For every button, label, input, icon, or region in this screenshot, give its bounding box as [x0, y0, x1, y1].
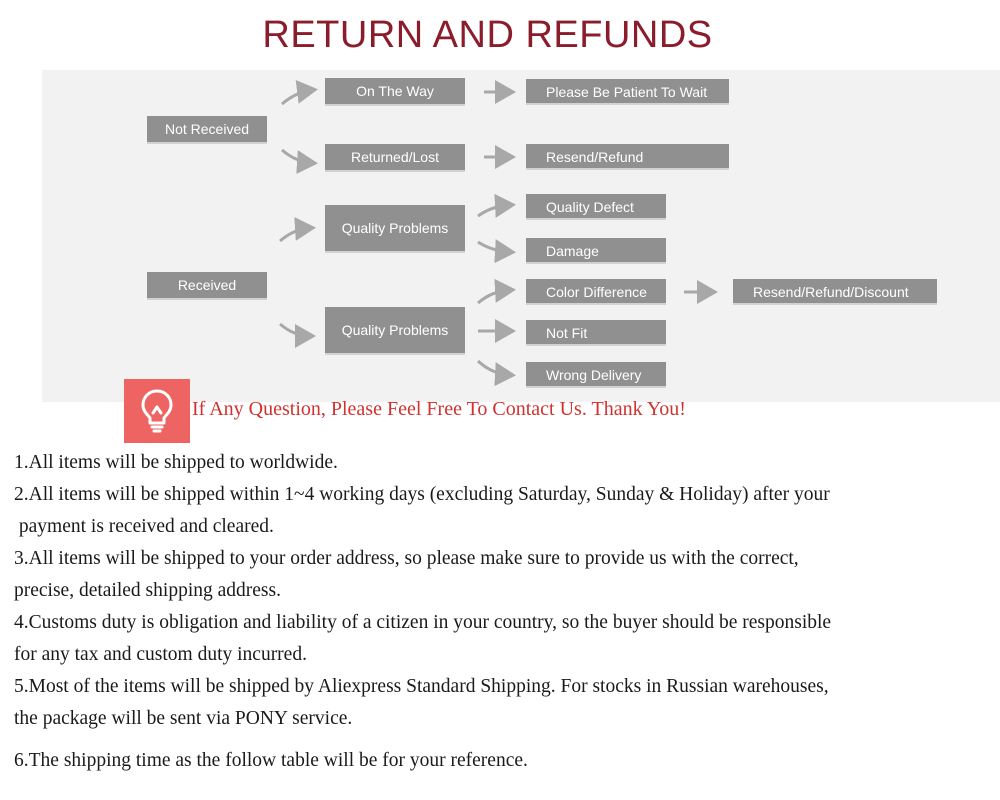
wrong-delivery-box: Wrong Delivery [526, 362, 666, 388]
color-difference-box: Color Difference [526, 279, 666, 305]
contact-message: If Any Question, Please Feel Free To Contact Us. Thank You! [192, 398, 686, 420]
on-the-way-box: On The Way [325, 78, 465, 106]
received-box: Received [147, 272, 267, 300]
policy-line-2-cont: payment is received and cleared. [14, 516, 274, 537]
quality-defect-box: Quality Defect [526, 194, 666, 220]
policy-line-3-cont: precise, detailed shipping address. [14, 580, 281, 601]
lightbulb-icon [124, 379, 190, 443]
arrow-icon [282, 90, 312, 104]
returned-lost-box: Returned/Lost [325, 144, 465, 172]
policy-line-5: 5.Most of the items will be shipped by Aliexpress Standard Shipping. For stocks in Russian warehouses, [14, 676, 829, 697]
page-title: RETURN AND REFUNDS [262, 14, 713, 56]
please-wait-box: Please Be Patient To Wait [526, 79, 729, 105]
policy-line-2: 2.All items will be shipped within 1~4 working days (excluding Saturday, Sunday & Holiday) after your [14, 484, 830, 505]
policy-line-4: 4.Customs duty is obligation and liability of a citizen in your country, so the buyer should be responsible [14, 612, 832, 633]
arrow-icon [478, 242, 510, 252]
arrow-icon [280, 228, 310, 241]
contact-icon-tile [124, 379, 190, 443]
policy-line-1: 1.All items will be shipped to worldwide. [14, 452, 338, 473]
policy-line-6: 6.The shipping time as the follow table will be for your reference. [14, 750, 528, 771]
arrow-icon [478, 361, 510, 375]
policy-line-5-cont: the package will be sent via PONY service. [14, 708, 353, 729]
arrow-icon [478, 205, 510, 216]
arrow-icon [280, 324, 310, 336]
arrow-icon [282, 150, 312, 163]
quality-problems-box-1: Quality Problems [325, 205, 465, 253]
resend-refund-discount-box: Resend/Refund/Discount [733, 279, 937, 305]
not-received-box: Not Received [147, 116, 267, 144]
not-fit-box: Not Fit [526, 320, 666, 346]
arrow-icon [478, 290, 510, 303]
policy-line-4-cont: for any tax and custom duty incurred. [14, 644, 307, 665]
policy-line-3: 3.All items will be shipped to your order address, so please make sure to provide us with the correct, [14, 548, 799, 569]
resend-refund-box: Resend/Refund [526, 144, 729, 170]
damage-box: Damage [526, 238, 666, 264]
quality-problems-box-2: Quality Problems [325, 307, 465, 355]
